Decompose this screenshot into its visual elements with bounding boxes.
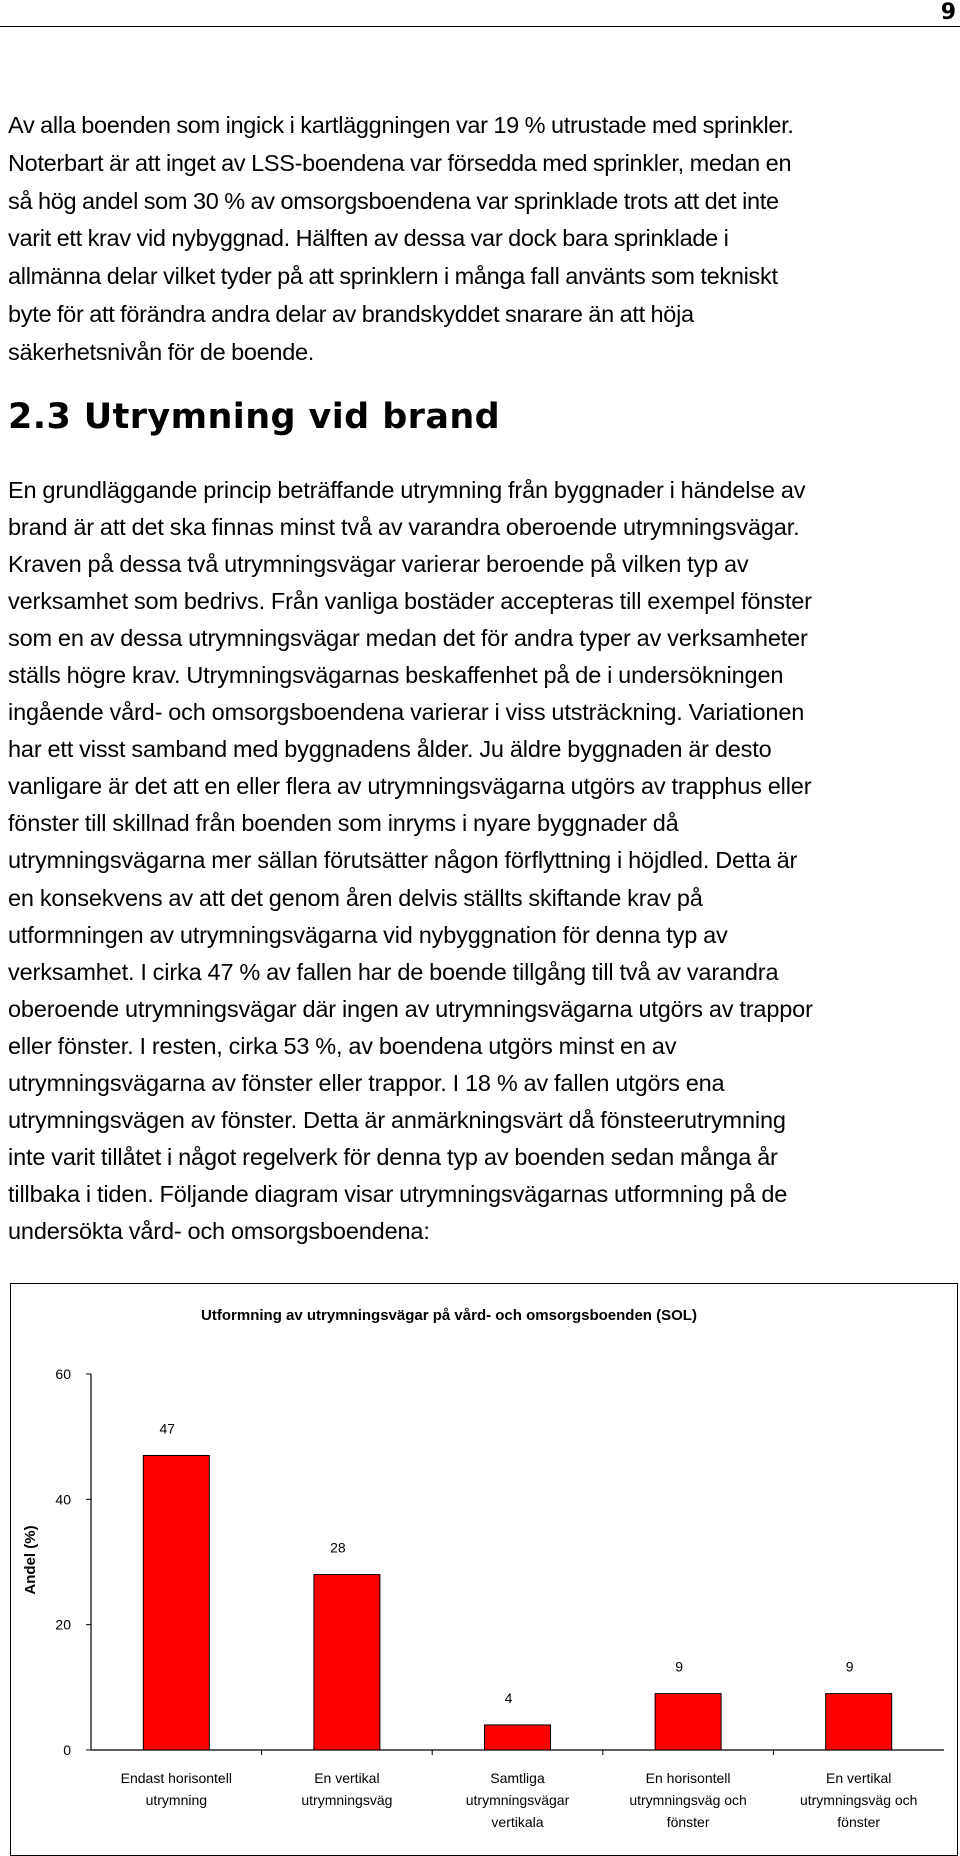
x-category-label: En vertikal <box>314 1770 380 1786</box>
chart-title: Utformning av utrymningsvägar på vård- och omsorgsboenden (SOL) <box>201 1307 697 1324</box>
paragraph-2-line: eller fönster. I resten, cirka 53 %, av boendena utgörs minst en av <box>8 1032 677 1059</box>
x-category-label: fönster <box>837 1814 881 1830</box>
y-tick-label: 60 <box>55 1366 71 1382</box>
paragraph-sprinkler <box>8 107 958 372</box>
x-category-label: utrymningsväg <box>301 1792 393 1808</box>
data-label: 47 <box>159 1420 176 1437</box>
bar <box>826 1694 892 1750</box>
paragraph-2-line: verksamhet. I cirka 47 % av fallen har de boende tillgång till två av varandra <box>8 958 779 985</box>
x-category-label: Endast horisontell <box>120 1770 232 1786</box>
paragraph-2-line: brand är att det ska finnas minst två av varandra oberoende utrymningsvägar. <box>8 514 800 541</box>
y-tick-label: 20 <box>55 1616 71 1633</box>
x-category-label: vertikala <box>491 1814 544 1830</box>
paragraph-1-line: Av alla boenden som ingick i kartläggningen var 19 % utrustade med sprinkler. <box>8 112 794 138</box>
section-heading: 2.3 Utrymning vid brand <box>8 397 501 437</box>
data-label: 4 <box>504 1689 513 1706</box>
paragraph-2-line: utrymningsvägarna mer sällan förutsätter någon förflyttning i höjdled. Detta är <box>8 847 798 874</box>
bar <box>485 1725 551 1750</box>
paragraph-1-line: säkerhetsnivån för de boende. <box>8 338 314 365</box>
paragraph-2-line: som en av dessa utrymningsvägar medan det för andra typer av verksamheter <box>8 625 808 652</box>
bar-chart <box>10 1283 958 1856</box>
x-category-label: En vertikal <box>826 1770 892 1786</box>
bar <box>143 1455 209 1750</box>
paragraph-2-line: utrymningsvägen av fönster. Detta är anmärkningsvärt då fönsteerutrymning <box>8 1106 786 1133</box>
x-category-label: fönster <box>666 1814 710 1830</box>
paragraph-2-line: ingående vård- och omsorgsboendena varierar i viss utsträckning. Variationen <box>8 699 805 726</box>
y-tick-label: 40 <box>55 1491 71 1508</box>
x-category-label: En horisontell <box>645 1770 731 1786</box>
paragraph-2-line: inte varit tillåtet i något regelverk för denna typ av boenden sedan många år <box>8 1143 778 1170</box>
x-category-label: Samtliga <box>490 1770 545 1786</box>
paragraph-2-line: ställs högre krav. Utrymningsvägarnas beskaffenhet på de i undersökningen <box>8 662 784 689</box>
paragraph-1-line: byte för att förändra andra delar av brandskyddet snarare än att höja <box>8 300 694 327</box>
y-tick-label: 0 <box>63 1742 71 1758</box>
x-category-label: utrymning <box>145 1792 208 1808</box>
bar <box>314 1575 380 1750</box>
page-number: 9 <box>940 0 956 25</box>
paragraph-2-line: oberoende utrymningsvägar där ingen av utrymningsvägarna utgörs av trappor <box>8 995 813 1022</box>
paragraph-1-line: Noterbart är att inget av LSS-boendena var försedda med sprinkler, medan en <box>8 149 792 176</box>
paragraph-1-line: så hög andel som 30 % av omsorgsboendena var sprinklade trots att det inte <box>8 187 779 214</box>
data-label: 9 <box>675 1658 683 1675</box>
paragraph-utrymning <box>8 472 960 1250</box>
paragraph-2-line: verksamhet som bedrivs. Från vanliga bostäder accepteras till exempel fönster <box>8 588 812 615</box>
paragraph-1-line: allmänna delar vilket tyder på att sprinklern i många fall använts som tekniskt <box>8 263 778 290</box>
paragraph-2-line: undersökta vård- och omsorgsboendena: <box>8 1217 430 1244</box>
bar <box>655 1694 721 1750</box>
header-divider <box>0 26 960 27</box>
chart-canvas <box>11 1284 957 1855</box>
paragraph-2-line: utformningen av utrymningsvägarna vid nybyggnation för denna typ av <box>8 921 728 948</box>
paragraph-2-line: fönster till skillnad från boenden som inryms i nyare byggnader då <box>8 810 679 837</box>
paragraph-1-line: varit ett krav vid nybyggnad. Hälften av dessa var dock bara sprinklade i <box>8 225 729 252</box>
paragraph-2-line: utrymningsvägarna av fönster eller trappor. I 18 % av fallen utgörs ena <box>8 1069 725 1096</box>
data-label: 9 <box>845 1658 854 1675</box>
data-label: 28 <box>330 1539 346 1556</box>
paragraph-2-line: En grundläggande princip beträffande utrymning från byggnader i händelse av <box>8 477 806 503</box>
paragraph-2-line: tillbaka i tiden. Följande diagram visar utrymningsvägarnas utformning på de <box>8 1180 788 1207</box>
x-category-label: utrymningsväg och <box>799 1792 918 1808</box>
x-category-label: utrymningsvägar <box>465 1792 570 1808</box>
paragraph-2-line: har ett visst samband med byggnadens ålder. Ju äldre byggnaden är desto <box>8 736 772 763</box>
x-category-label: utrymningsväg och <box>629 1792 747 1808</box>
paragraph-2-line: Kraven på dessa två utrymningsvägar varierar beroende på vilken typ av <box>8 551 749 578</box>
y-axis-label: Andel (%) <box>22 1525 39 1595</box>
paragraph-2-line: en konsekvens av att det genom åren delvis ställts skiftande krav på <box>8 884 703 911</box>
paragraph-2-line: vanligare är det att en eller flera av utrymningsvägarna utgörs av trapphus eller <box>8 773 812 800</box>
